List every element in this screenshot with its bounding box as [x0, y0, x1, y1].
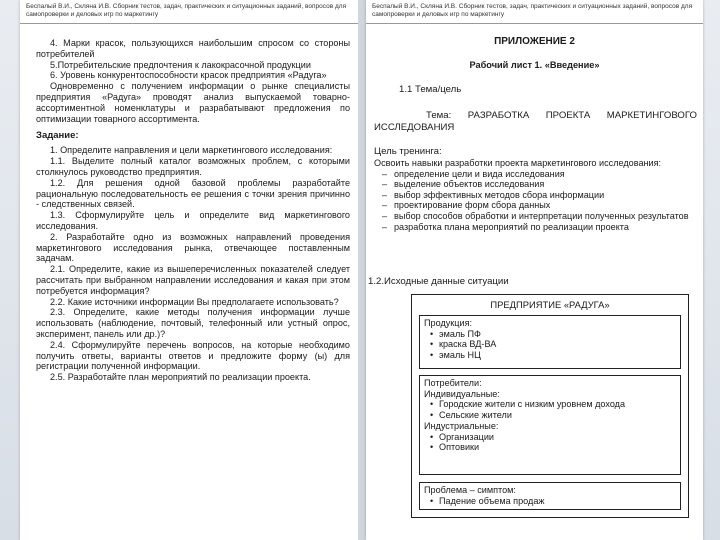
list-item: 4. Марки красок, пользующихся наибольшим спросом со стороны потребителей [36, 38, 350, 59]
topic-word: РАЗРАБОТКА [467, 110, 530, 121]
list-item: – проектирование форм сбора данных [382, 200, 695, 211]
list-item: • эмаль НЦ [430, 350, 676, 361]
section-1-1: 1.1 Тема/цель [399, 84, 462, 95]
task-item: 2.4. Сформулируйте перечень вопросов, на которые необходимо получить ответы, варианты ответов и предложите форму (ы) для регистрации полученной информации. [36, 339, 350, 372]
task-item: 1.2. Для решения одной базовой проблемы разработайте рациональную последовательность ее решения с точки зрения причинно - следственных связей. [36, 177, 350, 210]
task-item: 1.3. Сформулируйте цель и определите вид маркетингового исследования. [36, 210, 350, 231]
task-heading: Задание: [36, 130, 79, 142]
left-running-head: Беспалый В.И., Скляна И.В. Сборник тестов, задач, практических и ситуационных заданий, вопросов для самопроверки и деловых игр по маркетингу [20, 0, 358, 24]
list-item: • Организации [430, 432, 676, 443]
products-box [419, 315, 681, 369]
paragraph: Одновременно с получением информации о рынке специалисты предприятия «Радуга» проводят анализ выпускаемой товарно-ассортиментной номенклатуры и разрабатывают предложения по оптимизации товарного ассортимента. [36, 81, 350, 124]
task-item: 2. Разработайте одно из возможных направлений проведения маркетингового исследования рынка, отвечающее поставленным задачам. [36, 231, 350, 264]
topic-continuation: ИССЛЕДОВАНИЯ [374, 122, 455, 133]
right-running-head: Беспалый В.И., Скляна И.В. Сборник тестов, задач, практических и ситуационных заданий, вопросов для самопроверки и деловых игр по маркетингу [366, 0, 703, 24]
sheet-title: Рабочий лист 1. «Введение» [469, 60, 600, 70]
topic-word: ПРОЕКТА [545, 110, 591, 121]
list-item: • Городские жители с низким уровнем дохода [430, 399, 676, 410]
goal-list [374, 169, 695, 233]
enterprise-title: ПРЕДПРИЯТИЕ «РАДУГА» [490, 299, 610, 310]
task-item: 2.5. Разработайте план мероприятий по реализации проекта. [50, 372, 311, 383]
task-item: 2.3. Определите, какие методы получения информации лучше использовать (наблюдение, почтовый, телефонный или устный опрос, эксперимент, панель или др.)? [36, 307, 350, 339]
problem-label: Проблема – симптом: [424, 485, 516, 495]
task-item: 1. Определите направления и цели маркетингового исследования: [50, 145, 333, 156]
list-item: – выбор эффективных методов сбора информации [382, 190, 695, 201]
list-item: • эмаль ПФ [430, 329, 676, 340]
list-item: 5.Потребительские предпочтения к лакокрасочной продукции [50, 59, 311, 70]
consumers-label: Потребители: [424, 378, 482, 388]
goal-block [374, 158, 695, 232]
list-item: • Сельские жители [430, 410, 676, 421]
task-item: 2.1. Определите, какие из вышеперечисленных показателей следует рассчитать при выбранном направлении исследования и какая при этом потребуется информация? [36, 264, 350, 296]
topic-label: Тема: [426, 110, 452, 121]
task-item: 1.1. Выделите полный каталог возможных проблем, с которыми столкнулось руководство предприятия. [36, 156, 350, 177]
task-item: 2.2. Какие источники информации Вы предполагаете использовать? [50, 296, 339, 307]
industrial-label: Индустриальные: [424, 420, 499, 431]
right-page [366, 0, 703, 540]
list-item: • краска ВД-ВА [430, 339, 676, 350]
topic-block [374, 110, 697, 134]
list-item: • Падение объема продаж [430, 496, 676, 507]
page-gutter [358, 0, 366, 540]
section-1-2: 1.2.Исходные данные ситуации [368, 276, 509, 287]
individual-label: Индивидуальные: [424, 388, 500, 399]
topic-word: МАРКЕТИНГОВОГО [606, 110, 697, 121]
enterprise-frame [411, 294, 689, 518]
list-item: – определение цели и вида исследования [382, 169, 695, 180]
appendix-title: ПРИЛОЖЕНИЕ 2 [494, 36, 575, 47]
list-item: – выбор способов обработки и интерпретации полученных результатов [382, 211, 695, 222]
left-content [36, 38, 350, 383]
goal-text: Освоить навыки разработки проекта маркетингового исследования: [374, 158, 662, 168]
goal-label: Цель тренинга: [374, 146, 442, 157]
list-item: – выделение объектов исследования [382, 179, 695, 190]
products-label: Продукция: [424, 318, 473, 328]
list-item: – разработка плана мероприятий по реализации проекта [382, 222, 695, 233]
problem-box [419, 482, 681, 510]
left-page [20, 0, 358, 540]
consumers-box [419, 375, 681, 475]
list-item: 6. Уровень конкурентоспособности красок предприятия «Радуга» [50, 70, 327, 81]
list-item: • Оптовики [430, 442, 676, 453]
